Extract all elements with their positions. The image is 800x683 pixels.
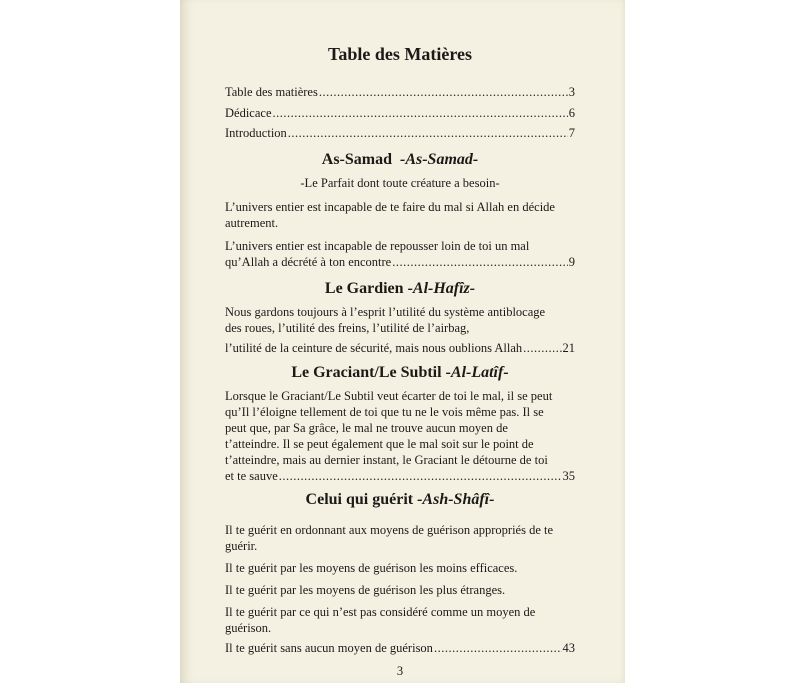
- toc-leader: [319, 84, 568, 100]
- section-heading-translit: -As-Samad-: [400, 151, 479, 168]
- section-heading-translit: -Al-Hafîz-: [407, 280, 476, 297]
- toc-leader: [523, 340, 561, 356]
- page-title: Table des Matières: [328, 44, 472, 64]
- section-line: t’atteindre, mais au dernier instant, le Graciant le détourne de toi: [225, 453, 548, 467]
- section-heading-al-latif: [225, 364, 575, 382]
- section-heading-text: Celui qui guérit: [305, 491, 414, 508]
- section-line: peut que, par Sa grâce, le mal ne trouve aucun moyen de: [225, 421, 508, 435]
- section-line: qu’Il l’éloigne tellement de toi que tu ne le vois même pas. Il se: [225, 405, 544, 419]
- section-heading-text: As-Samad: [321, 151, 392, 168]
- section-line: qu’Allah a décrété à ton encontre: [225, 255, 392, 269]
- section-line-with-page: [225, 254, 575, 270]
- toc-leader: [288, 125, 568, 141]
- toc-label: Introduction: [225, 126, 287, 140]
- section-line: autrement.: [225, 216, 279, 230]
- section-line: t’atteindre. Il se peut également que le mal soit sur le point de: [225, 437, 534, 451]
- section-heading-text: Le Gardien: [324, 280, 404, 297]
- toc-leader: [273, 105, 568, 121]
- toc-leader: [392, 254, 568, 270]
- section-line: Il te guérit sans aucun moyen de guérison: [225, 641, 433, 655]
- section-heading-ash-shafi: [225, 491, 575, 509]
- toc-page: 9: [568, 255, 575, 269]
- book-page: [180, 0, 625, 683]
- section-line: et te sauve: [225, 469, 278, 483]
- section-heading-translit: -Ash-Shâfî-: [417, 491, 495, 508]
- section-subtitle: -Le Parfait dont toute créature a besoin-: [300, 176, 500, 190]
- section-line: guérison.: [225, 621, 272, 635]
- section-line: Lorsque le Graciant/Le Subtil veut écarter de toi le mal, il se peut: [225, 389, 553, 403]
- section-line: des roues, l’utilité des freins, l’utilité de l’airbag,: [225, 321, 470, 335]
- page-number: 3: [396, 664, 404, 678]
- section-line: l’utilité de la ceinture de sécurité, mais nous oublions Allah: [225, 341, 523, 355]
- toc-label: Table des matières: [225, 85, 318, 99]
- toc-page: 35: [562, 469, 575, 483]
- section-line: Il te guérit par les moyens de guérison les plus étranges.: [225, 583, 506, 597]
- section-heading-al-hafiz: [225, 280, 575, 298]
- section-line: Il te guérit par les moyens de guérison les moins efficaces.: [225, 561, 518, 575]
- toc-entry-dedicace: [225, 105, 575, 121]
- section-line: L’univers entier est incapable de te faire du mal si Allah en décide: [225, 200, 555, 214]
- section-line: guérir.: [225, 539, 258, 553]
- section-line: Il te guérit par ce qui n’est pas considéré comme un moyen de: [225, 605, 536, 619]
- section-heading-text: Le Graciant/Le Subtil: [291, 364, 442, 381]
- toc-entry-table-des-matieres: [225, 84, 575, 100]
- section-line: Il te guérit en ordonnant aux moyens de guérison appropriés de te: [225, 523, 554, 537]
- section-line: L’univers entier est incapable de repousser loin de toi un mal: [225, 239, 530, 253]
- section-line-with-page: [225, 340, 575, 356]
- toc-page: 6: [568, 106, 575, 120]
- section-heading-as-samad: [225, 151, 575, 169]
- toc-label: Dédicace: [225, 106, 272, 120]
- section-line: Nous gardons toujours à l’esprit l’utilité du système antiblocage: [225, 305, 546, 319]
- toc-entry-introduction: [225, 125, 575, 141]
- toc-page: 7: [568, 126, 575, 140]
- toc-leader: [279, 468, 562, 484]
- toc-page: 43: [562, 641, 575, 655]
- toc-leader: [434, 640, 562, 656]
- section-line-with-page: [225, 640, 575, 656]
- toc-page: 3: [568, 85, 575, 99]
- section-line-with-page: [225, 468, 575, 484]
- section-heading-translit: -Al-Latîf-: [445, 364, 509, 381]
- toc-page: 21: [562, 341, 575, 355]
